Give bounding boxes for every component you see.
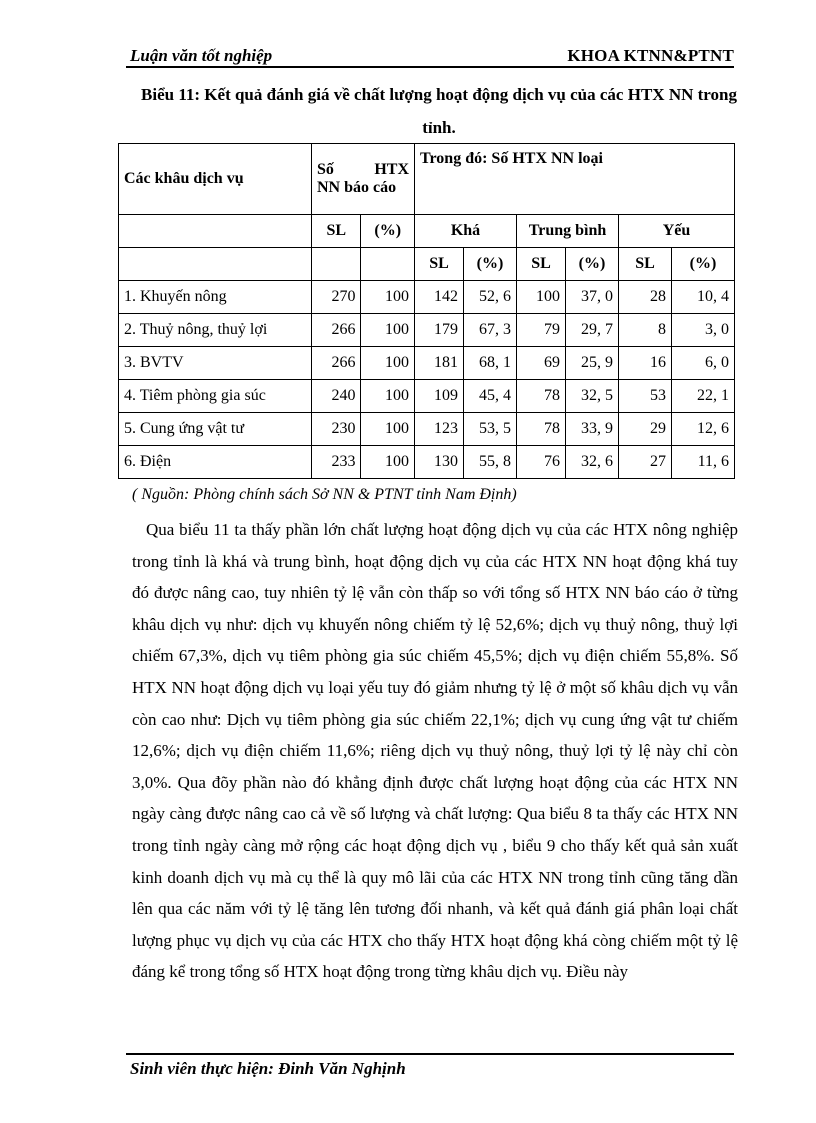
header-service: Các khâu dịch vụ (119, 144, 312, 215)
header-avg-pct: (%) (566, 248, 619, 281)
header-empty-1 (119, 215, 312, 248)
row-service-name: 2. Thuỷ nông, thuỷ lợi (119, 314, 312, 347)
header-thesis-label: Luận văn tốt nghiệp (130, 46, 273, 65)
row-sl: 230 (312, 413, 361, 446)
row-weak-sl: 27 (619, 446, 672, 479)
row-avg-sl: 69 (517, 347, 566, 380)
header-empty-4 (361, 248, 415, 281)
row-good-sl: 181 (415, 347, 464, 380)
header-avg-sl: SL (517, 248, 566, 281)
header-reported-b: HTX (374, 161, 409, 178)
row-pct: 100 (361, 413, 415, 446)
source-note: ( Nguồn: Phòng chính sách Sở NN & PTNT tỉnh Nam Định) (132, 486, 517, 503)
row-avg-sl: 100 (517, 281, 566, 314)
row-good-sl: 130 (415, 446, 464, 479)
row-sl: 266 (312, 314, 361, 347)
footer-author: Sinh viên thực hiện: Đinh Văn Nghịnh (130, 1059, 406, 1078)
row-service-name: 1. Khuyến nông (119, 281, 312, 314)
header-sl: SL (312, 215, 361, 248)
row-weak-pct: 6, 0 (672, 347, 735, 380)
row-avg-pct: 37, 0 (566, 281, 619, 314)
table-header-row-1 (119, 144, 735, 215)
row-avg-pct: 29, 7 (566, 314, 619, 347)
row-avg-sl: 78 (517, 413, 566, 446)
row-sl: 266 (312, 347, 361, 380)
row-pct: 100 (361, 446, 415, 479)
row-avg-sl: 79 (517, 314, 566, 347)
service-quality-table (118, 143, 735, 479)
header-pct: (%) (361, 215, 415, 248)
table-row (119, 446, 735, 479)
row-weak-pct: 3, 0 (672, 314, 735, 347)
table-row (119, 413, 735, 446)
table-header-row-2 (119, 215, 735, 248)
table-row (119, 314, 735, 347)
row-weak-sl: 53 (619, 380, 672, 413)
row-good-sl: 179 (415, 314, 464, 347)
header-breakdown: Trong đó: Số HTX NN loại (415, 144, 735, 215)
header-avg: Trung bình (517, 215, 619, 248)
row-good-pct: 52, 6 (464, 281, 517, 314)
row-weak-pct: 11, 6 (672, 446, 735, 479)
row-good-pct: 68, 1 (464, 347, 517, 380)
header-reported-a: Số (317, 161, 334, 178)
row-avg-sl: 76 (517, 446, 566, 479)
header-good-sl: SL (415, 248, 464, 281)
row-avg-pct: 32, 5 (566, 380, 619, 413)
row-weak-pct: 10, 4 (672, 281, 735, 314)
row-pct: 100 (361, 281, 415, 314)
row-weak-sl: 28 (619, 281, 672, 314)
header-empty-3 (312, 248, 361, 281)
header-good-pct: (%) (464, 248, 517, 281)
row-good-pct: 53, 5 (464, 413, 517, 446)
table-row (119, 347, 735, 380)
row-good-sl: 123 (415, 413, 464, 446)
row-weak-pct: 12, 6 (672, 413, 735, 446)
row-avg-pct: 32, 6 (566, 446, 619, 479)
table-header-row-3 (119, 248, 735, 281)
row-service-name: 6. Điện (119, 446, 312, 479)
table-title: Biểu 11: Kết quả đánh giá về chất lượng hoạt động dịch vụ của các HTX NN trong tỉnh. (141, 85, 737, 137)
row-weak-sl: 16 (619, 347, 672, 380)
row-service-name: 4. Tiêm phòng gia súc (119, 380, 312, 413)
row-avg-pct: 33, 9 (566, 413, 619, 446)
page-footer (126, 1053, 734, 1078)
row-pct: 100 (361, 347, 415, 380)
header-weak-pct: (%) (672, 248, 735, 281)
header-good: Khá (415, 215, 517, 248)
header-weak-sl: SL (619, 248, 672, 281)
row-avg-pct: 25, 9 (566, 347, 619, 380)
row-service-name: 3. BVTV (119, 347, 312, 380)
row-weak-sl: 29 (619, 413, 672, 446)
table-row (119, 281, 735, 314)
header-weak: Yếu (619, 215, 735, 248)
row-pct: 100 (361, 314, 415, 347)
header-empty-2 (119, 248, 312, 281)
row-sl: 270 (312, 281, 361, 314)
row-weak-sl: 8 (619, 314, 672, 347)
header-faculty-label: KHOA KTNN&PTNT (567, 46, 734, 65)
row-avg-sl: 78 (517, 380, 566, 413)
body-text (132, 514, 738, 988)
page-header (126, 44, 734, 68)
row-good-sl: 142 (415, 281, 464, 314)
header-reported (312, 144, 415, 215)
row-pct: 100 (361, 380, 415, 413)
body-paragraph: Qua biểu 11 ta thấy phần lớn chất lượng hoạt động dịch vụ của các HTX nông nghiệp trong tỉnh là khá và trung bình, hoạt động dịch vụ của các HTX NN hoạt động khá tuy đó được nâng cao, tuy nhiên tỷ lệ vẫn còn thấp so với tổng số HTX NN báo cáo ở từng khâu dịch vụ như: dịch vụ khuyến nông chiếm tỷ lệ 52,6%; dịch vụ thuỷ nông, thuỷ lợi chiếm 67,3%, dịch vụ tiêm phòng gia súc chiếm 45,5%; dịch vụ điện chiếm 55,8%. Số HTX NN hoạt động dịch vụ loại yếu tuy đó giảm nhưng tỷ lệ ở một số khâu dịch vụ vẫn còn cao như: Dịch vụ tiêm phòng gia súc chiếm 22,1%; dịch vụ cung ứng vật tư chiếm 12,6%; dịch vụ điện chiếm 11,6%; riêng dịch vụ thuỷ nông, thuỷ lợi tỷ lệ này chỉ còn 3,0%. Qua đõy phần nào đó khẳng định được chất lượng hoạt động của các HTX NN ngày càng được nâng cao cả về số lượng và chất lượng: Qua biểu 8 ta thấy các HTX NN trong tỉnh ngày càng mở rộng các hoạt động dịch vụ , biểu 9 cho thấy kết quả sản xuất kinh doanh dịch vụ mà cụ thể là quy mô lãi của các HTX NN trong tỉnh cũng tăng dần lên qua các năm với tỷ lệ tăng lên tương đối nhanh, và kết quả đánh giá phân loại chất lượng phục vụ dịch vụ của các HTX cho thấy HTX hoạt động khá còng chiếm một tỷ lệ đáng kể trong tổng số HTX hoạt động trong từng khâu dịch vụ. Điều này (132, 520, 738, 982)
table-row (119, 380, 735, 413)
row-sl: 233 (312, 446, 361, 479)
row-good-pct: 67, 3 (464, 314, 517, 347)
row-service-name: 5. Cung ứng vật tư (119, 413, 312, 446)
row-good-pct: 55, 8 (464, 446, 517, 479)
row-sl: 240 (312, 380, 361, 413)
header-reported-c: NN báo cáo (317, 179, 397, 196)
row-good-sl: 109 (415, 380, 464, 413)
row-good-pct: 45, 4 (464, 380, 517, 413)
row-weak-pct: 22, 1 (672, 380, 735, 413)
